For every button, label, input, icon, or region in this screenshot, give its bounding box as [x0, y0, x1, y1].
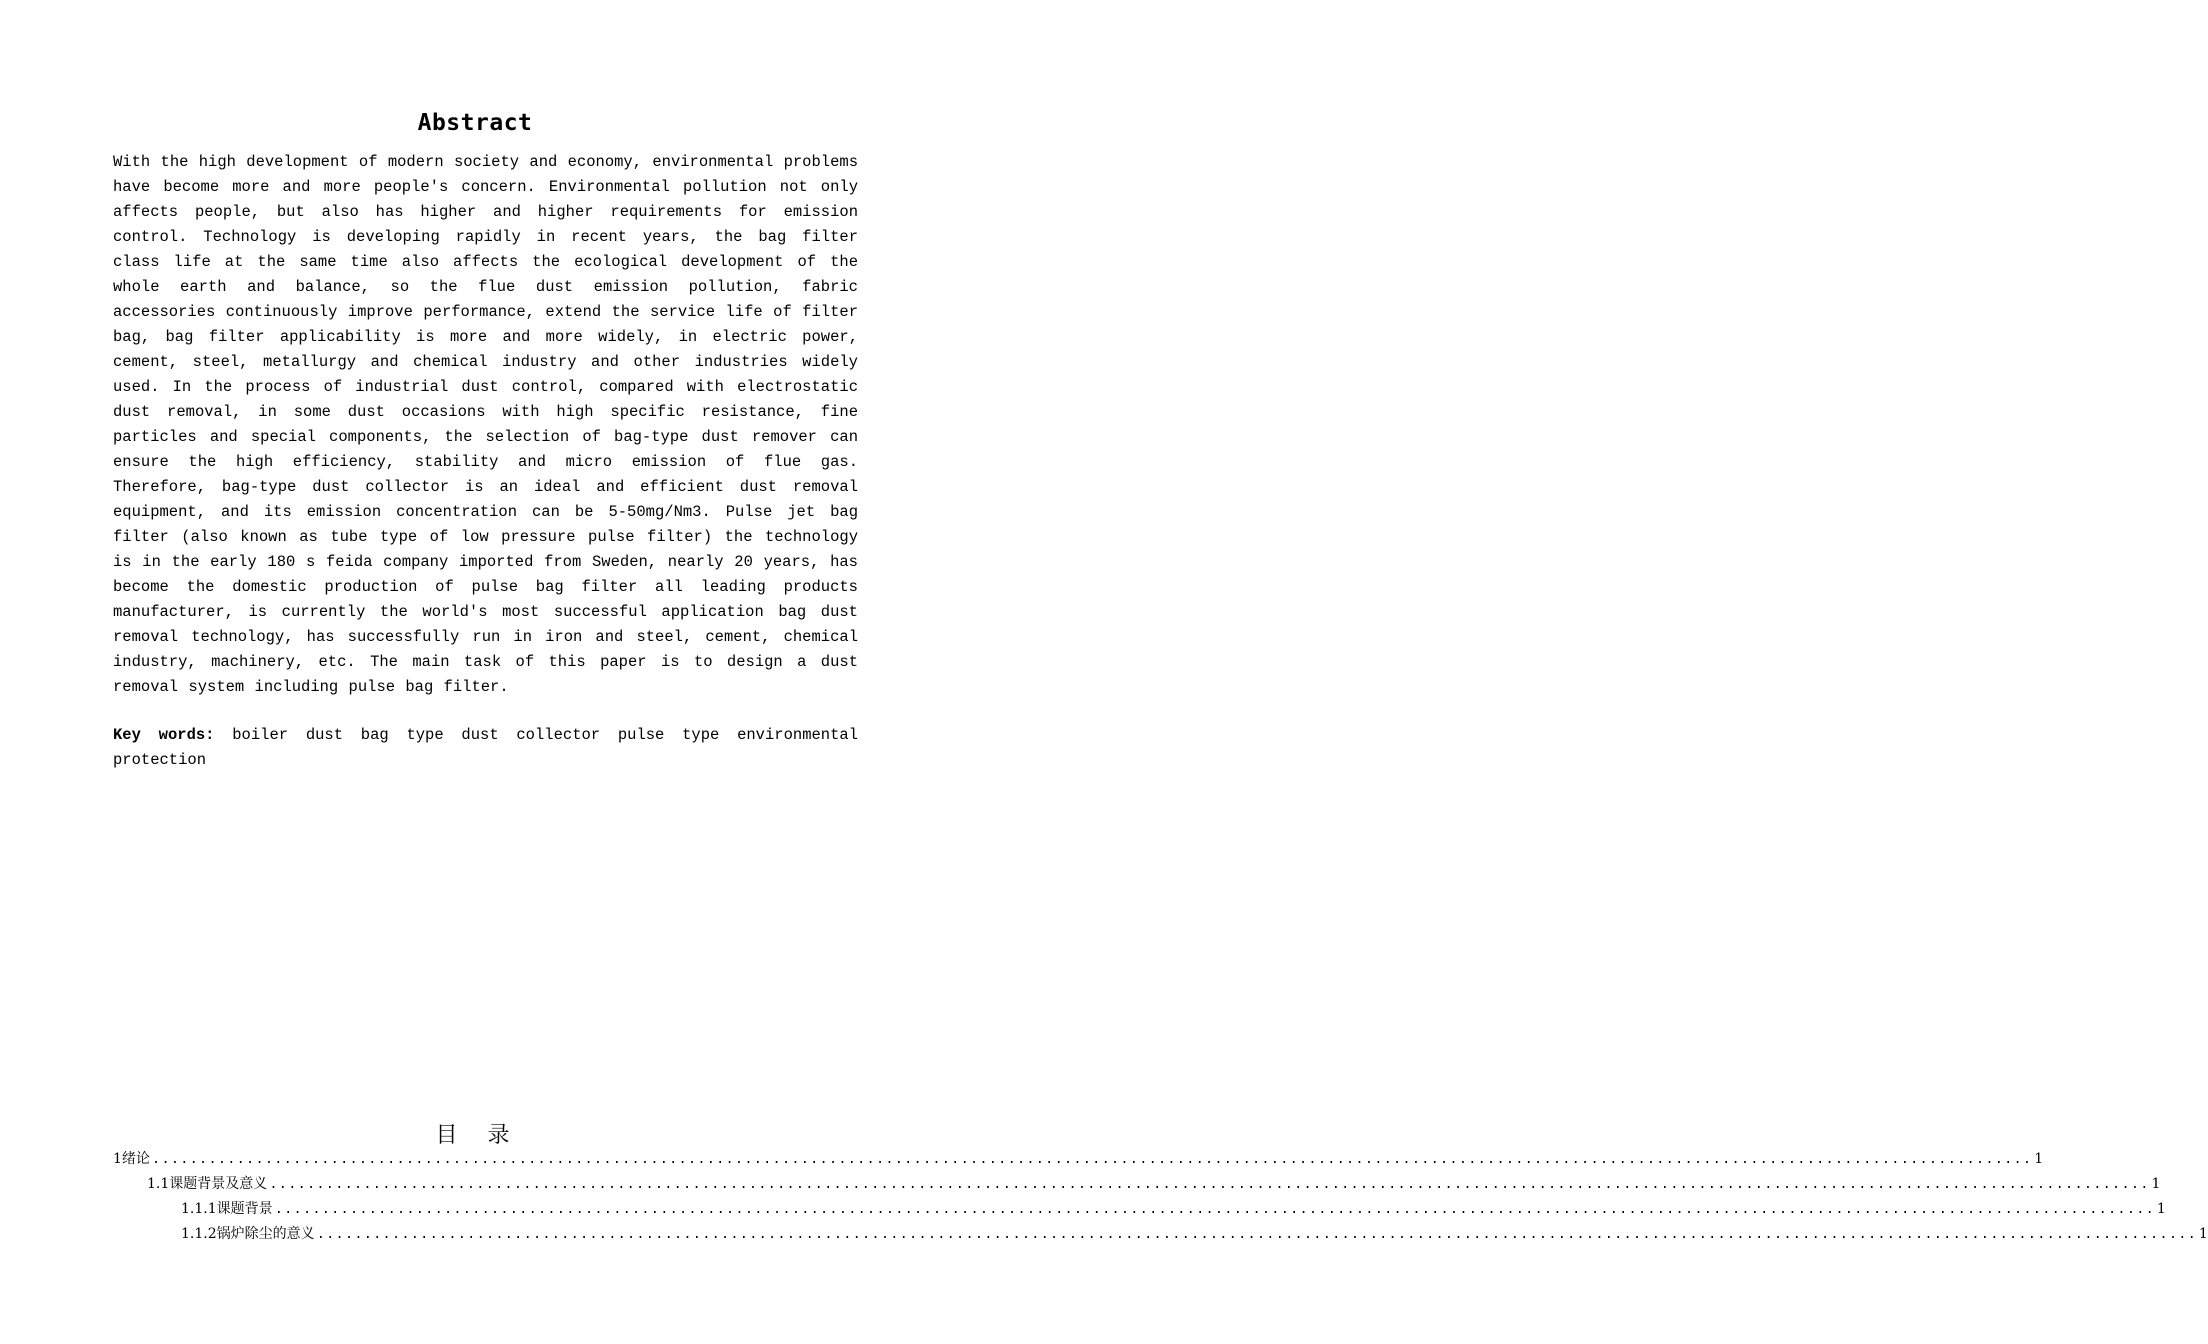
toc-page-number: 1	[2034, 1151, 2044, 1167]
toc-dot-leader: ........................................................................................................................................................................................................	[269, 1177, 2150, 1193]
toc-title: 目录	[435, 1123, 540, 1148]
toc-entry-text: 1.1.1课题背景	[181, 1201, 273, 1217]
toc-entry[interactable]	[113, 1172, 2161, 1197]
toc-entry-text: 1.1课题背景及意义	[147, 1176, 268, 1192]
toc-page-number: 1	[2198, 1226, 2208, 1242]
toc-dot-leader: ........................................................................................................................................................................................................	[274, 1202, 2155, 1218]
toc-entry-text: 1绪论	[113, 1151, 150, 1167]
abstract-title: Abstract	[417, 110, 533, 136]
keywords-text: boiler dust bag type dust collector pulse type environmental protection	[113, 726, 859, 769]
toc-dot-leader: ........................................................................................................................................................................................................	[151, 1152, 2033, 1168]
keywords-paragraph	[113, 723, 858, 773]
toc-entry-text: 1.1.2锅炉除尘的意义	[181, 1226, 315, 1242]
abstract-body: With the high development of modern society and economy, environmental problems have become more and more people's concern. Environmental pollution not only affects people, but also has higher and higher requirements for emission control. Technology is developing rapidly in recent years, the bag filter class life at the same time also affects the ecological development of the whole earth and balance, so the flue dust emission pollution, fabric accessories continuously improve performance, extend the service life of filter bag, bag filter applicability is more and more widely, in electric power, cement, steel, metallurgy and chemical industry and other industries widely used. In the process of industrial dust control, compared with electrostatic dust removal, in some dust occasions with high specific resistance, fine particles and special components, the selection of bag-type dust remover can ensure the high efficiency, stability and micro emission of flue gas. Therefore, bag-type dust collector is an ideal and efficient dust removal equipment, and its emission concentration can be 5-50mg/Nm3. Pulse jet bag filter (also known as tube type of low pressure pulse filter) the technology is in the early 180 s feida company imported from Sweden, nearly 20 years, has become the domestic production of pulse bag filter all leading products manufacturer, is currently the world's most successful application bag dust removal technology, has successfully run in iron and steel, cement, chemical industry, machinery, etc. The main task of this paper is to design a dust removal system including pulse bag filter.	[113, 153, 858, 696]
toc-entry[interactable]	[113, 1197, 2166, 1222]
toc-page-number: 1	[2156, 1201, 2166, 1217]
toc-page-number: 1	[2151, 1176, 2161, 1192]
toc-entry[interactable]	[113, 1222, 2208, 1247]
table-of-contents	[113, 1147, 2208, 1247]
toc-entry[interactable]	[113, 1147, 2044, 1172]
toc-dot-leader: ........................................................................................................................................................................................................	[316, 1227, 2197, 1243]
keywords-label: Key words:	[113, 726, 215, 744]
